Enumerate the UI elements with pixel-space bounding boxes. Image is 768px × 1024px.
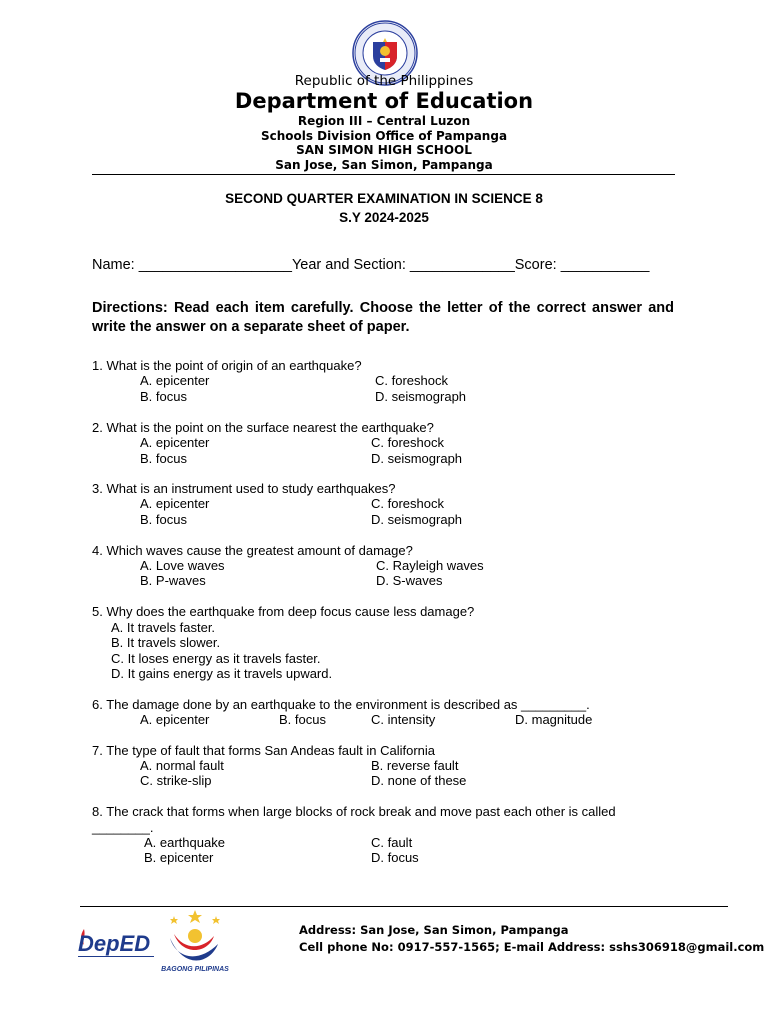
school-location: San Jose, San Simon, Pampanga <box>275 157 493 172</box>
q3-option-d: D. seismograph <box>371 512 463 527</box>
exam-title-block <box>0 189 768 227</box>
question-4: 4. Which waves cause the greatest amount of damage? <box>92 543 413 558</box>
q5-option-d: D. It gains energy as it travels upward. <box>111 666 333 681</box>
name-section-score-line: Name: ___________________Year and Section: _____________Score: ___________ <box>92 257 650 273</box>
question-2: 2. What is the point on the surface nearest the earthquake? <box>92 420 434 435</box>
q6-option-c: C. intensity <box>371 712 436 727</box>
q4-option-a: A. Love waves <box>140 558 225 573</box>
q5-option-a: A. It travels faster. <box>111 620 216 635</box>
q5-option-b: B. It travels slower. <box>111 635 221 650</box>
bagong-pilipinas-logo-icon <box>160 908 230 974</box>
republic-line: Republic of the Philippines <box>294 73 474 89</box>
region-line: Region III – Central Luzon <box>297 114 471 128</box>
footer-contact <box>299 922 764 956</box>
q3-option-a: A. epicenter <box>140 496 210 511</box>
question-8: 8. The crack that forms when large blocks of rock break and move past each other is called ________. <box>92 804 616 835</box>
deped-logo-text: DepED <box>78 931 151 956</box>
q2-option-b: B. focus <box>140 451 187 466</box>
q2-option-d: D. seismograph <box>371 451 463 466</box>
q3-option-b: B. focus <box>140 512 187 527</box>
q6-option-b: B. focus <box>279 712 326 727</box>
q7-option-d: D. none of these <box>371 773 467 788</box>
q6-option-a: A. epicenter <box>140 712 210 727</box>
q2-option-a: A. epicenter <box>140 435 210 450</box>
q8-option-d: D. focus <box>371 850 419 865</box>
q7-option-a: A. normal fault <box>140 758 224 773</box>
question-6: 6. The damage done by an earthquake to the environment is described as _________. <box>92 697 590 712</box>
q4-option-c: C. Rayleigh waves <box>376 558 484 573</box>
q7-option-c: C. strike-slip <box>140 773 212 788</box>
question-5: 5. Why does the earthquake from deep focus cause less damage? <box>92 604 475 619</box>
school-header <box>0 114 768 172</box>
q1-option-b: B. focus <box>140 389 187 404</box>
q6-option-d: D. magnitude <box>515 712 593 727</box>
question-1: 1. What is the point of origin of an earthquake? <box>92 358 362 373</box>
q8-option-c: C. fault <box>371 835 413 850</box>
division-line: Schools Division Office of Pampanga <box>260 128 508 143</box>
q7-option-b: B. reverse fault <box>371 758 459 773</box>
q2-option-c: C. foreshock <box>371 435 444 450</box>
question-3: 3. What is an instrument used to study earthquakes? <box>92 481 396 496</box>
school-name: SAN SIMON HIGH SCHOOL <box>296 143 472 157</box>
header-divider <box>92 174 675 175</box>
question-7: 7. The type of fault that forms San Andeas fault in California <box>92 743 436 758</box>
q1-option-c: C. foreshock <box>375 373 448 388</box>
bagong-pilipinas-text: BAGONG PILIPINAS <box>161 966 229 973</box>
directions: Directions: Read each item carefully. Choose the letter of the correct answer and write the answer on a separate sheet of paper. <box>92 300 674 335</box>
footer-divider <box>80 906 728 907</box>
department-title: Department of Education <box>234 89 534 113</box>
deped-logo-icon <box>78 925 154 965</box>
q4-option-d: D. S-waves <box>376 573 443 588</box>
q1-option-d: D. seismograph <box>375 389 467 404</box>
q8-option-b: B. epicenter <box>144 850 214 865</box>
q8-option-a: A. earthquake <box>144 835 225 850</box>
exam-title: SECOND QUARTER EXAMINATION IN SCIENCE 8 <box>225 191 543 206</box>
q4-option-b: B. P-waves <box>140 573 206 588</box>
q3-option-c: C. foreshock <box>371 496 444 511</box>
footer-address: Address: San Jose, San Simon, Pampanga <box>299 923 569 937</box>
q5-option-c: C. It loses energy as it travels faster. <box>111 651 321 666</box>
footer-phone-email: Cell phone No: 0917-557-1565; E-mail Address: sshs306918@gmail.com <box>299 940 765 954</box>
school-year: S.Y 2024-2025 <box>339 210 429 225</box>
q1-option-a: A. epicenter <box>140 373 210 388</box>
